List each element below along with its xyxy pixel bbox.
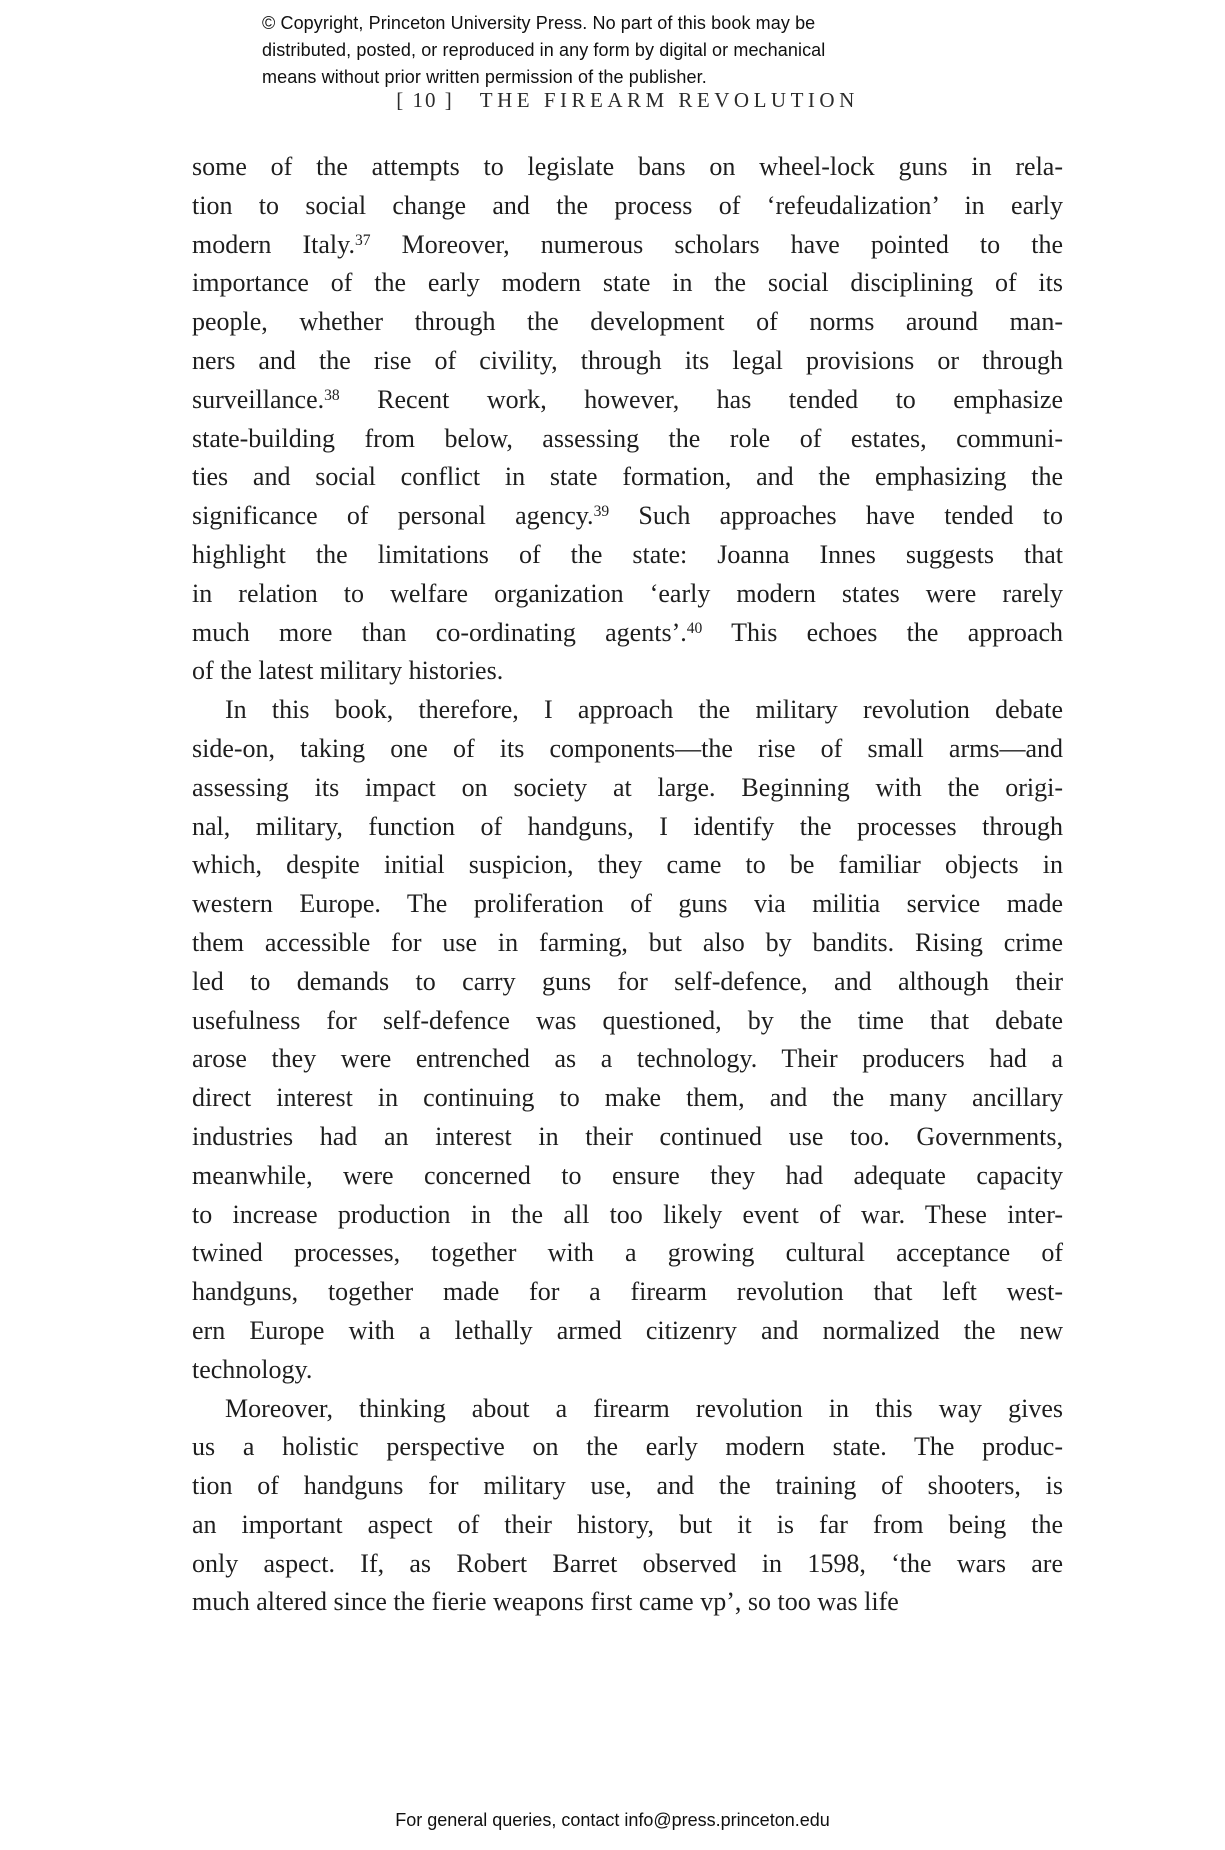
text-line: usefulness for self-defence was questioned, by the time that debate bbox=[192, 1005, 1063, 1035]
text-line: side-on, taking one of its components—the rise of small arms—and bbox=[192, 733, 1063, 763]
text-line: ners and the rise of civility, through its legal provisions or through bbox=[192, 345, 1063, 375]
text-line: technology. bbox=[192, 1354, 313, 1384]
text-line: in relation to welfare organization ‘early modern states were rarely bbox=[192, 578, 1063, 608]
text-line: led to demands to carry guns for self-defence, and although their bbox=[192, 966, 1063, 996]
copyright-line: means without prior written permission of the publisher. bbox=[262, 67, 707, 87]
text-line: surveillance.$^{38}$ Recent work, however, has tended to emphasize bbox=[192, 384, 1063, 414]
text-line: twined processes, together with a growing cultural acceptance of bbox=[192, 1238, 1063, 1268]
text-line: only aspect. If, as Robert Barret observed in 1598, ‘the wars are bbox=[192, 1548, 1063, 1578]
text-line: arose they were entrenched as a technology. Their producers had a bbox=[192, 1044, 1063, 1074]
text-line: them accessible for use in farming, but also by bandits. Rising crime bbox=[192, 927, 1063, 957]
text-line: us a holistic perspective on the early modern state. The produc- bbox=[192, 1432, 1063, 1462]
text-line: In this book, therefore, I approach the military revolution debate bbox=[225, 695, 1063, 725]
text-line: western Europe. The proliferation of guns via militia service made bbox=[192, 889, 1063, 919]
page-footer: For general queries, contact info@press.princeton.edu bbox=[395, 1810, 830, 1830]
text-line: tion to social change and the process of ‘refeudalization’ in early bbox=[192, 190, 1063, 220]
text-line: industries had an interest in their continued use too. Governments, bbox=[192, 1121, 1063, 1151]
text-line: assessing its impact on society at large. Beginning with the origi- bbox=[192, 772, 1063, 802]
text-line: ties and social conflict in state formation, and the emphasizing the bbox=[192, 462, 1063, 492]
text-line: which, despite initial suspicion, they came to be familiar objects in bbox=[192, 850, 1063, 880]
text-line: direct interest in continuing to make them, and the many ancillary bbox=[192, 1083, 1063, 1113]
text-line: handguns, together made for a firearm revolution that left west- bbox=[192, 1277, 1063, 1307]
text-line: of the latest military histories. bbox=[192, 656, 504, 686]
text-line: an important aspect of their history, but it is far from being the bbox=[192, 1509, 1063, 1539]
text-line: to increase production in the all too likely event of war. These inter- bbox=[192, 1199, 1063, 1229]
text-line: some of the attempts to legislate bans on wheel-lock guns in rela- bbox=[192, 152, 1063, 181]
text-line: ern Europe with a lethally armed citizenry and normalized the new bbox=[192, 1315, 1063, 1345]
text-line: people, whether through the development of norms around man- bbox=[192, 307, 1063, 337]
running-head bbox=[192, 88, 1063, 113]
text-line: highlight the limitations of the state: Joanna Innes suggests that bbox=[192, 539, 1063, 569]
chapter-title: THE FIREARM REVOLUTION bbox=[479, 88, 859, 112]
text-line: tion of handguns for military use, and the training of shooters, is bbox=[192, 1471, 1063, 1501]
text-line: nal, military, function of handguns, I identify the processes through bbox=[192, 811, 1063, 841]
page-number: [ 10 ] bbox=[396, 88, 454, 112]
footnote-reference: 37 bbox=[354, 231, 371, 249]
text-line: significance of personal agency.$^{39}$ Such approaches have tended to bbox=[192, 501, 1063, 531]
footnote-reference: 39 bbox=[593, 503, 610, 521]
body-text bbox=[192, 148, 1063, 1622]
text-line: much altered since the fierie weapons first came vp’, so too was life bbox=[192, 1587, 899, 1617]
copyright-notice bbox=[262, 10, 825, 91]
text-line: modern Italy.$^{37}$ Moreover, numerous scholars have pointed to the bbox=[192, 229, 1063, 259]
copyright-line: distributed, posted, or reproduced in any form by digital or mechanical bbox=[262, 40, 826, 60]
text-line: importance of the early modern state in the social disciplining of its bbox=[192, 268, 1063, 298]
text-line: state-building from below, assessing the role of estates, communi- bbox=[192, 423, 1063, 453]
text-line: Moreover, thinking about a firearm revolution in this way gives bbox=[225, 1393, 1063, 1423]
footnote-reference: 38 bbox=[324, 386, 340, 404]
text-line: meanwhile, were concerned to ensure they had adequate capacity bbox=[192, 1160, 1063, 1190]
footnote-reference: 40 bbox=[686, 619, 703, 637]
text-line: much more than co-ordinating agents’.$^{40}$ This echoes the approach bbox=[192, 617, 1063, 647]
copyright-line: © Copyright, Princeton University Press. No part of this book may be bbox=[262, 13, 816, 33]
